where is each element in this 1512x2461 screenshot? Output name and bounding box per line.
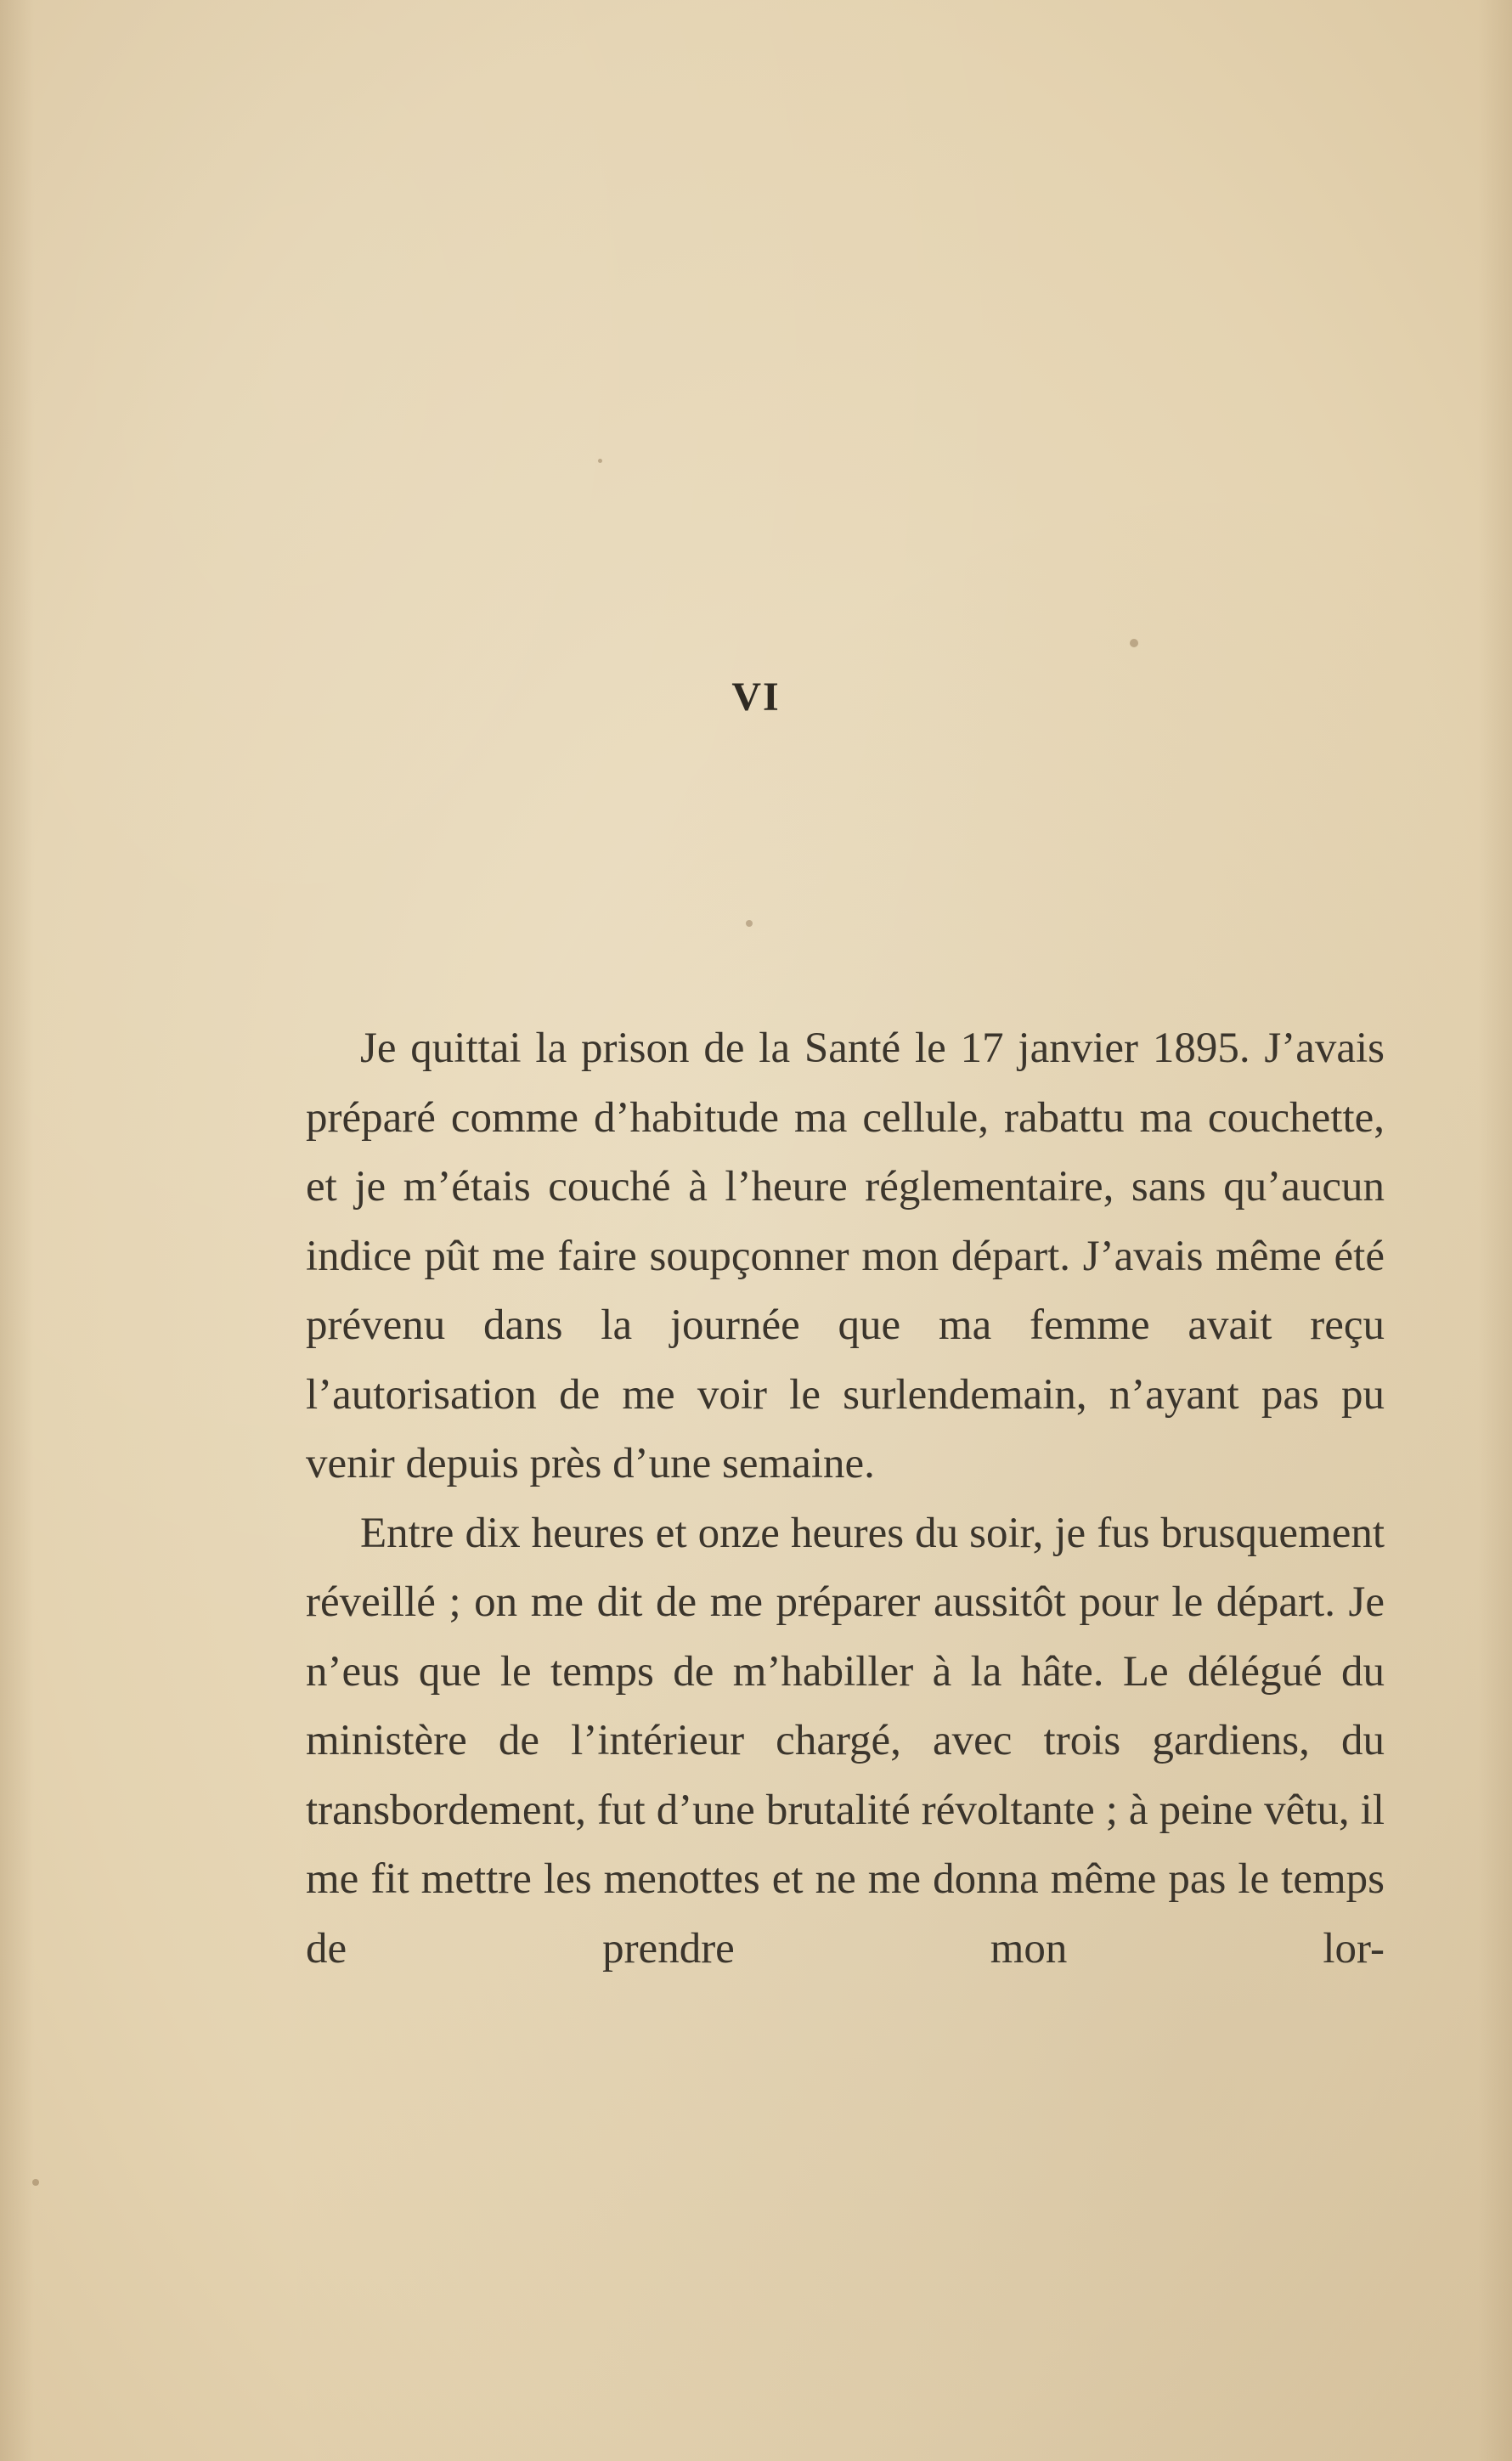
paragraph-2: Entre dix heures et onze heures du soir, je fus brusquement réveillé ; on me dit de me préparer aussitôt pour le départ. Je n’eus que le temps de m’habiller à la hâte. Le délégué du ministère de l’intérieur chargé, avec trois gardiens, du transbordement, fut d’une brutalité révoltante ; à peine vêtu, il me fit mettre les menottes et ne me donna même pas le temps de prendre mon lor- <box>306 1509 1385 1973</box>
paper-speck <box>32 2179 39 2186</box>
body-text <box>306 1014 1385 1984</box>
page-edge-shadow-left <box>0 0 34 2461</box>
paper-speck <box>1130 639 1138 647</box>
paragraph-1: Je quittai la prison de la Santé le 17 janvier 1895. J’avais préparé comme d’habitude ma cellule, rabattu ma couchette, et je m’étais couché à l’heure réglementaire, sans qu’aucun indice pût me faire soupçonner mon départ. J’avais même été prévenu dans la journée que ma femme avait reçu l’autorisation de me voir le surlendemain, n’ayant pas pu venir depuis près d’une semaine. <box>306 1024 1385 1487</box>
page-edge-shadow-right <box>1478 0 1512 2461</box>
paper-speck <box>746 920 753 927</box>
paper-speck <box>598 459 602 463</box>
chapter-number: VI <box>731 675 781 720</box>
